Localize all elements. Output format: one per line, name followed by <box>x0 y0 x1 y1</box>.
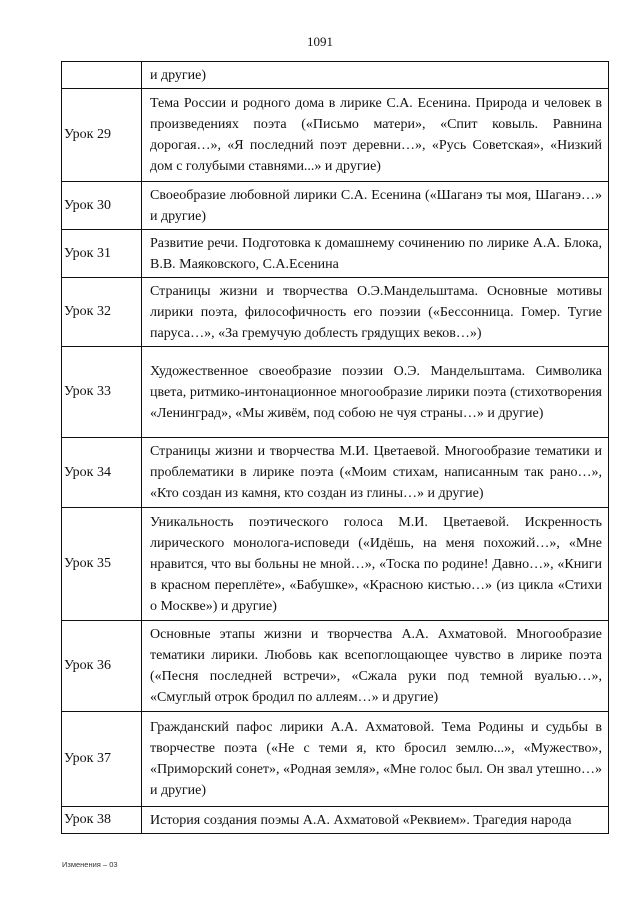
lesson-number-cell: Урок 38 <box>62 807 142 834</box>
lesson-topic-cell: Тема России и родного дома в лирике С.А. Есенина. Природа и человек в произведениях поэта («Письмо матери», «Спит ковыль. Равнина дорогая…», «Я последний поэт деревни…», «Русь Советская», «Низкий дом с голубыми ставнями...» и другие) <box>142 89 609 182</box>
lesson-number-cell: Урок 32 <box>62 278 142 347</box>
lesson-topic-cell: История создания поэмы А.А. Ахматовой «Реквием». Трагедия народа <box>142 807 609 834</box>
table-row <box>62 278 609 347</box>
lesson-topic-cell: Страницы жизни и творчества О.Э.Мандельштама. Основные мотивы лирики поэта, философичность его поэзии («Бессонница. Гомер. Тугие паруса…», «За гремучую доблесть грядущих веков…») <box>142 278 609 347</box>
page-footer: Изменения – 03 <box>62 860 118 869</box>
table-row <box>62 807 609 834</box>
lesson-topic-cell: Развитие речи. Подготовка к домашнему сочинению по лирике А.А. Блока, В.В. Маяковского, С.А.Есенина <box>142 230 609 278</box>
lesson-topic-cell: Своеобразие любовной лирики С.А. Есенина («Шаганэ ты моя, Шаганэ…» и другие) <box>142 182 609 230</box>
table-row <box>62 438 609 508</box>
lesson-number-cell: Урок 29 <box>62 89 142 182</box>
table-row <box>62 347 609 438</box>
page-number: 1091 <box>307 34 333 49</box>
table-row <box>62 182 609 230</box>
lesson-number-cell: Урок 33 <box>62 347 142 438</box>
lesson-topic-cell: Гражданский пафос лирики А.А. Ахматовой. Тема Родины и судьбы в творчестве поэта («Не с теми я, кто бросил землю...», «Мужество», «Приморский сонет», «Родная земля», «Мне голос был. Он звал утешно…» и другие) <box>142 712 609 807</box>
table-row <box>62 712 609 807</box>
lesson-topic-cell: Страницы жизни и творчества М.И. Цветаевой. Многообразие тематики и проблематики в лирике поэта («Моим стихам, написанным так рано…», «Кто создан из камня, кто создан из глины…» и другие) <box>142 438 609 508</box>
lesson-number-cell: Урок 36 <box>62 621 142 712</box>
lesson-topic-cell: Основные этапы жизни и творчества А.А. Ахматовой. Многообразие тематики лирики. Любовь как всепоглощающее чувство в лирике поэта («Песня последней встречи», «Сжала руки под темной вуалью…», «Смуглый отрок бродил по аллеям…» и другие) <box>142 621 609 712</box>
lesson-plan-table <box>61 61 609 834</box>
table-row <box>62 508 609 621</box>
lesson-number-cell: Урок 35 <box>62 508 142 621</box>
lesson-number-cell: Урок 34 <box>62 438 142 508</box>
table-row <box>62 62 609 89</box>
lesson-number-cell: Урок 30 <box>62 182 142 230</box>
lesson-number-cell <box>62 62 142 89</box>
lesson-number-cell: Урок 31 <box>62 230 142 278</box>
table-row <box>62 89 609 182</box>
table-row <box>62 230 609 278</box>
lesson-topic-cell: Художественное своеобразие поэзии О.Э. Мандельштама. Символика цвета, ритмико-интонационное многообразие лирики поэта (стихотворения «Ленинград», «Мы живём, под собою не чуя страны…» и другие) <box>142 347 609 438</box>
lesson-number-cell: Урок 37 <box>62 712 142 807</box>
lesson-topic-cell: и другие) <box>142 62 609 89</box>
lesson-topic-cell: Уникальность поэтического голоса М.И. Цветаевой. Искренность лирического монолога-исповеди («Идёшь, на меня похожий…», «Мне нравится, что вы больны не мной…», «Тоска по родине! Давно…», «Книги в красном переплёте», «Бабушке», «Красною кистью…» (из цикла «Стихи о Москве») и другие) <box>142 508 609 621</box>
table-row <box>62 621 609 712</box>
